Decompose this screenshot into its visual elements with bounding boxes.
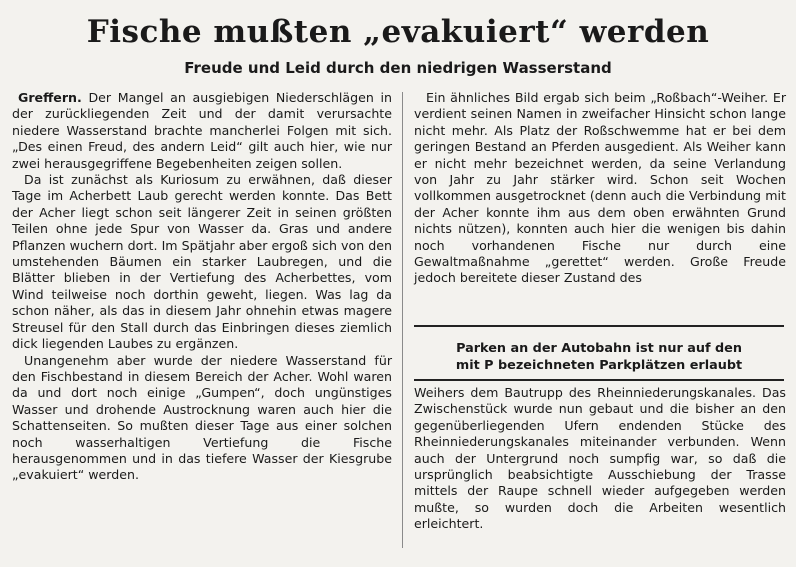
parking-notice-line-1: Parken an der Autobahn ist nur auf den <box>456 341 742 356</box>
article-subheadline: Freude und Leid durch den niedrigen Wasserstand <box>184 59 612 77</box>
dateline: Greffern. <box>18 90 82 105</box>
parking-notice-text <box>414 340 784 374</box>
right-column-bottom <box>414 385 786 533</box>
parking-notice-box <box>414 325 784 381</box>
right-column-top <box>414 90 786 287</box>
left-paragraph-2: Da ist zunächst als Kuriosum zu erwähnen, daß dieser Tage im Acherbett Laub gerecht werden konnte. Das Bett der Acher liegt schon seit längerer Zeit in seinen größten Teilen ohne jede Spur von Wasser da. Gras und andere Pflanzen wuchern dort. Im Spätjahr aber ergoß sich von den umstehenden Bäumen ein starker Laubregen, und die Blätter blieben in der Vertiefung des Acherbettes, vom Wind teilweise noch dorthin geweht, liegen. Was lag da schon näher, als das in diesem Jahr ohnehin etwas magere Streusel für den Stall durch das Einbringen dieses ziemlich dick liegenden Laubes zu ergänzen. <box>12 172 392 352</box>
article-headline: Fische mußten „evakuiert“ werden <box>86 14 710 50</box>
right-paragraph-1: Ein ähnliches Bild ergab sich beim „Roßbach“-Weiher. Er verdient seinen Namen in zweifacher Hinsicht schon lange nicht mehr. Als Platz der Roßschwemme hat er bei dem geringen Bestand an Pferden ausgedient. Als Weiher kann er nicht mehr bezeichnet werden, da seine Verlandung von Jahr zu Jahr stärker wird. Schon seit Wochen vollkommen ausgetrocknet (denn auch die Verbindung mit der Acher konnte ihm aus dem oben erwähnten Grund nichts nützen), konnten auch hier die wenigen bis dahin noch vorhandenen Fische nur durch eine Gewaltmaßnahme „gerettet“ werden. Große Freude jedoch bereitete dieser Zustand des <box>414 90 786 286</box>
right-paragraph-2: Weihers dem Bautrupp des Rheinniederungskanales. Das Zwischenstück wurde nun gebaut und die bisher an den gegenüberliegenden Ufern endenden Stücke des Rheinniederungskanales miteinander verbunden. Wenn auch der Untergrund noch sumpfig war, so daß die ursprünglich beabsichtigte Ausschiebung der Trasse mittels der Raupe schnell wieder aufgegeben werden mußte, so wurden doch die Arbeiten wesentlich erleichtert. <box>414 385 786 532</box>
left-paragraph-1 <box>12 90 392 172</box>
column-divider <box>402 92 403 548</box>
parking-notice-line-2: mit P bezeichneten Parkplätzen erlaubt <box>455 358 743 373</box>
left-paragraph-1-text: Der Mangel an ausgiebigen Niederschlägen in der zurückliegenden Zeit und der damit verursachte niedere Wasserstand brachte mancherlei Folgen mit sich. „Des einen Freud, des andern Leid“ gilt auch hier, wie nur zwei herausgegriffene Begebenheiten zeigen sollen. <box>12 90 392 171</box>
left-paragraph-3: Unangenehm aber wurde der niedere Wasserstand für den Fischbestand in diesem Bereich der Acher. Wohl waren da und dort noch einige „Gumpen“, doch ungünstiges Wasser und drohende Austrocknung waren auch hier die Schattenseiten. So mußten dieser Tage aus einer solchen noch wasserhaltigen Vertiefung die Fische herausgenommen und in das tiefere Wasser der Kiesgrube „evakuiert“ werden. <box>12 352 392 483</box>
left-column <box>12 90 392 484</box>
